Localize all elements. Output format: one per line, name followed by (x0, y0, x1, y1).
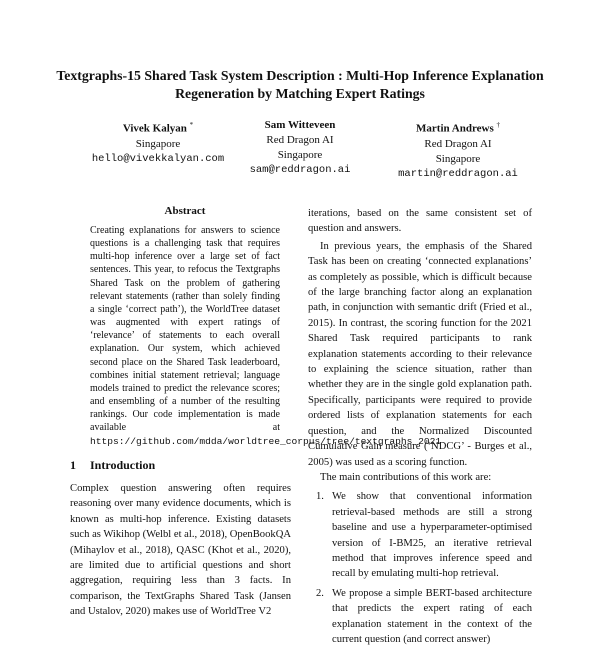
author-name: Sam Witteveen (264, 119, 336, 131)
list-marker: 1. (316, 491, 324, 503)
continuation-text: iterations, based on the same consistent set of question and answers. (308, 208, 532, 235)
author-footnote-mark: † (496, 121, 500, 129)
section-heading-introduction (70, 458, 155, 473)
section-number: 1 (70, 458, 76, 472)
abstract-text: Creating explanations for answers to science questions is a challenging task that requires multi-hop inference over a large set of fact sentences. This year, to refocus the Textgraphs Shared Task on the problem of gathering relevant statements (rather than solely finding a single ‘correct path’), the WorldTree dataset was augmented with expert ratings of ‘relevance’ of statements to each overall explanation. Our system, which achieved second place on the Shared Task leaderboard, combines initial statement retrieval; language models trained to predict the relevance scores; and ensembling of a number of the resulting rankings. Our code implementation is made available at https://github.com/mdda/worldtree_corpus/tree/textgraphs_2021 (90, 225, 442, 447)
author-footnote-mark: * (189, 121, 194, 129)
right-column (308, 206, 532, 651)
author-email: hello@vivekkalyan.com (91, 152, 225, 165)
author-block (358, 118, 558, 182)
list-item (308, 489, 532, 581)
author-name: Martin Andrews † (416, 121, 500, 135)
list-marker: 2. (316, 587, 324, 599)
author-location: Singapore (435, 152, 481, 165)
author-affiliation: Red Dragon AI (266, 134, 334, 146)
author-email: martin@reddragon.ai (398, 167, 518, 180)
list-item (308, 586, 532, 648)
author-affiliation: Singapore (135, 137, 181, 150)
code-url-link[interactable]: https://github.com/mdda/worldtree_corpus/tree/textgraphs_2021 (90, 435, 442, 447)
paragraph: In previous years, the emphasis of the Shared Task has been on creating ‘connected explanations’ as completely as possible, which is difficult because of the large branching factor along an explanation path, in conjunction with semantic drift (Fried et al., 2015). In contrast, the scoring function for the 2021 Shared Task required participants to rank explanation statements according to their relevance to explaining the science situation, rather than whether they are in the single gold explanation path. Specifically, participants were required to provide ordered lists of explanation statements for each question, and the Normalized Discounted Cumulative Gain measure (‘NDCG’ - Burges et al., 2005) was used as a scoring function. (308, 240, 532, 468)
paragraph: The main contributions of this work are: (320, 471, 492, 483)
list-item-text: We propose a simple BERT-based architecture that predicts the expert rating of each explanation statement in the context of the current question (and correct answer) (332, 587, 532, 645)
section-title: Introduction (90, 458, 156, 472)
abstract-heading: Abstract (164, 205, 206, 217)
author-affiliation: Red Dragon AI (424, 137, 492, 150)
contributions-list (308, 489, 532, 647)
introduction-text: Complex question answering often requires reasoning over many evidence documents, which is known as multi-hop inference. Existing datasets such as Wikihop (Welbl et al., 2018), OpenBookQA (Mihaylov et al., 2018), QASC (Khot et al., 2020), are limited due to artificial questions and short aggregation, requiring less than 3 facts. In comparison, the TextGraphs Shared Task (Jansen and Ustalov, 2020) makes use of WorldTree V2 (70, 483, 291, 618)
author-email: sam@reddragon.ai (249, 164, 351, 176)
list-item-text: We show that conventional information retrieval-based methods are still a strong baseline and use a hyperparameter-optimised version of I-BM25, an iterative retrieval method that improves inference speed and recall by emulating multi-hop retrieval. (332, 491, 532, 580)
author-location: Singapore (277, 149, 323, 161)
author-name: Vivek Kalyan * (122, 121, 194, 135)
paper-title: Textgraphs-15 Shared Task System Description : Multi-Hop Inference Explanation Regeneration by Matching Expert Ratings (56, 68, 544, 101)
